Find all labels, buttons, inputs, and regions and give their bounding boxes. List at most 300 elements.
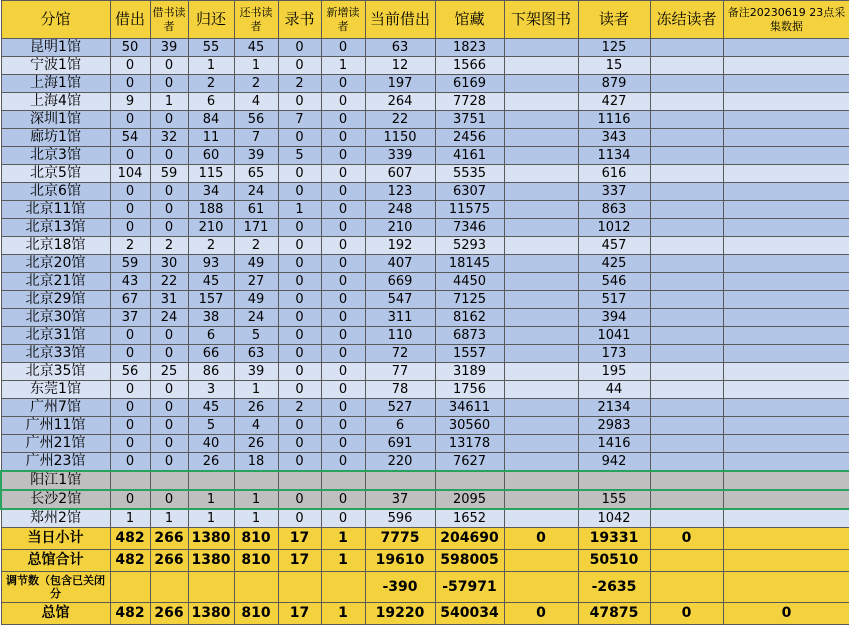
value-cell[interactable]: 56 <box>110 363 150 381</box>
value-cell[interactable] <box>278 471 321 490</box>
value-cell[interactable]: 6 <box>188 327 234 345</box>
value-cell[interactable]: 45 <box>188 399 234 417</box>
header-cell[interactable]: 当前借出 <box>365 1 435 39</box>
value-cell[interactable]: 343 <box>578 129 650 147</box>
value-cell[interactable]: 0 <box>278 490 321 509</box>
value-cell[interactable]: 0 <box>321 147 365 165</box>
branch-name-cell[interactable]: 深圳1馆 <box>1 111 110 129</box>
value-cell[interactable] <box>723 93 849 111</box>
value-cell[interactable] <box>723 327 849 345</box>
value-cell[interactable]: 37 <box>365 490 435 509</box>
header-cell[interactable]: 冻结读者 <box>650 1 723 39</box>
value-cell[interactable]: 1566 <box>435 57 504 75</box>
value-cell[interactable]: 2095 <box>435 490 504 509</box>
value-cell[interactable]: 863 <box>578 201 650 219</box>
header-cell[interactable]: 下架图书 <box>504 1 578 39</box>
total-value-cell[interactable] <box>723 572 849 603</box>
value-cell[interactable]: 0 <box>321 273 365 291</box>
value-cell[interactable]: 0 <box>150 435 188 453</box>
value-cell[interactable]: 0 <box>321 381 365 399</box>
value-cell[interactable]: 192 <box>365 237 435 255</box>
header-cell[interactable]: 馆藏 <box>435 1 504 39</box>
value-cell[interactable]: 4161 <box>435 147 504 165</box>
value-cell[interactable]: 0 <box>150 219 188 237</box>
value-cell[interactable]: 616 <box>578 165 650 183</box>
total-value-cell[interactable]: 17 <box>278 550 321 572</box>
value-cell[interactable]: 264 <box>365 93 435 111</box>
value-cell[interactable]: 30560 <box>435 417 504 435</box>
total-value-cell[interactable] <box>650 572 723 603</box>
value-cell[interactable]: 9 <box>110 93 150 111</box>
value-cell[interactable] <box>365 471 435 490</box>
total-value-cell[interactable]: 7775 <box>365 528 435 550</box>
value-cell[interactable]: 11 <box>188 129 234 147</box>
value-cell[interactable] <box>504 309 578 327</box>
value-cell[interactable] <box>723 183 849 201</box>
total-value-cell[interactable]: 810 <box>234 603 278 625</box>
value-cell[interactable]: 39 <box>234 363 278 381</box>
total-value-cell[interactable] <box>321 572 365 603</box>
branch-name-cell[interactable]: 北京5馆 <box>1 165 110 183</box>
total-value-cell[interactable]: 482 <box>110 550 150 572</box>
value-cell[interactable]: 0 <box>278 183 321 201</box>
value-cell[interactable]: 56 <box>234 111 278 129</box>
value-cell[interactable]: 311 <box>365 309 435 327</box>
total-value-cell[interactable] <box>150 572 188 603</box>
value-cell[interactable]: 7125 <box>435 291 504 309</box>
value-cell[interactable]: 26 <box>234 435 278 453</box>
value-cell[interactable]: 0 <box>321 453 365 472</box>
value-cell[interactable] <box>504 509 578 528</box>
value-cell[interactable]: 155 <box>578 490 650 509</box>
value-cell[interactable]: 2 <box>234 237 278 255</box>
value-cell[interactable]: 1 <box>188 57 234 75</box>
total-value-cell[interactable]: 17 <box>278 528 321 550</box>
value-cell[interactable]: 34611 <box>435 399 504 417</box>
value-cell[interactable]: 24 <box>234 309 278 327</box>
value-cell[interactable]: 1416 <box>578 435 650 453</box>
branch-name-cell[interactable]: 北京35馆 <box>1 363 110 381</box>
value-cell[interactable] <box>650 471 723 490</box>
value-cell[interactable]: 3189 <box>435 363 504 381</box>
value-cell[interactable]: 210 <box>365 219 435 237</box>
value-cell[interactable] <box>650 129 723 147</box>
total-value-cell[interactable] <box>278 572 321 603</box>
total-value-cell[interactable]: 19331 <box>578 528 650 550</box>
value-cell[interactable]: 5535 <box>435 165 504 183</box>
value-cell[interactable]: 0 <box>321 435 365 453</box>
value-cell[interactable]: 0 <box>278 273 321 291</box>
value-cell[interactable]: 30 <box>150 255 188 273</box>
total-value-cell[interactable]: 1380 <box>188 603 234 625</box>
total-value-cell[interactable] <box>723 528 849 550</box>
value-cell[interactable] <box>504 147 578 165</box>
value-cell[interactable] <box>504 165 578 183</box>
value-cell[interactable]: 60 <box>188 147 234 165</box>
branch-name-cell[interactable]: 昆明1馆 <box>1 39 110 57</box>
value-cell[interactable] <box>723 75 849 93</box>
value-cell[interactable]: 1823 <box>435 39 504 57</box>
total-value-cell[interactable] <box>234 572 278 603</box>
value-cell[interactable] <box>321 471 365 490</box>
value-cell[interactable]: 0 <box>321 327 365 345</box>
total-value-cell[interactable] <box>650 550 723 572</box>
branch-name-cell[interactable]: 东莞1馆 <box>1 381 110 399</box>
value-cell[interactable]: 1 <box>234 490 278 509</box>
value-cell[interactable]: 63 <box>234 345 278 363</box>
value-cell[interactable] <box>578 471 650 490</box>
value-cell[interactable]: 0 <box>110 57 150 75</box>
value-cell[interactable] <box>150 471 188 490</box>
value-cell[interactable]: 0 <box>150 201 188 219</box>
value-cell[interactable] <box>650 381 723 399</box>
value-cell[interactable]: 59 <box>110 255 150 273</box>
value-cell[interactable]: 7627 <box>435 453 504 472</box>
total-label-cell[interactable]: 总馆 <box>1 603 110 625</box>
value-cell[interactable]: 0 <box>321 219 365 237</box>
value-cell[interactable] <box>504 291 578 309</box>
value-cell[interactable]: 1041 <box>578 327 650 345</box>
header-cell[interactable]: 录书 <box>278 1 321 39</box>
value-cell[interactable]: 0 <box>321 75 365 93</box>
value-cell[interactable]: 45 <box>234 39 278 57</box>
total-value-cell[interactable]: 810 <box>234 550 278 572</box>
value-cell[interactable] <box>650 327 723 345</box>
value-cell[interactable] <box>723 201 849 219</box>
value-cell[interactable]: 0 <box>321 201 365 219</box>
value-cell[interactable]: 407 <box>365 255 435 273</box>
value-cell[interactable]: 0 <box>278 363 321 381</box>
value-cell[interactable] <box>723 417 849 435</box>
value-cell[interactable]: 67 <box>110 291 150 309</box>
value-cell[interactable]: 0 <box>321 399 365 417</box>
value-cell[interactable]: 691 <box>365 435 435 453</box>
value-cell[interactable] <box>650 363 723 381</box>
total-value-cell[interactable]: 0 <box>723 603 849 625</box>
value-cell[interactable] <box>723 237 849 255</box>
value-cell[interactable]: 5 <box>278 147 321 165</box>
value-cell[interactable]: 7 <box>234 129 278 147</box>
value-cell[interactable]: 3751 <box>435 111 504 129</box>
value-cell[interactable] <box>723 147 849 165</box>
value-cell[interactable]: 1 <box>188 490 234 509</box>
value-cell[interactable]: 1116 <box>578 111 650 129</box>
value-cell[interactable]: 3 <box>188 381 234 399</box>
value-cell[interactable] <box>723 453 849 472</box>
value-cell[interactable]: 6873 <box>435 327 504 345</box>
value-cell[interactable] <box>650 453 723 472</box>
value-cell[interactable] <box>723 490 849 509</box>
value-cell[interactable]: 39 <box>234 147 278 165</box>
total-value-cell[interactable]: 1380 <box>188 528 234 550</box>
value-cell[interactable] <box>234 471 278 490</box>
value-cell[interactable]: 0 <box>278 219 321 237</box>
value-cell[interactable]: 65 <box>234 165 278 183</box>
total-label-cell[interactable]: 调节数（包含已关闭分 <box>1 572 110 603</box>
value-cell[interactable]: 86 <box>188 363 234 381</box>
value-cell[interactable]: 2 <box>234 75 278 93</box>
value-cell[interactable]: 0 <box>278 417 321 435</box>
value-cell[interactable]: 5 <box>188 417 234 435</box>
value-cell[interactable]: 0 <box>321 490 365 509</box>
branch-name-cell[interactable]: 长沙2馆 <box>1 490 110 509</box>
value-cell[interactable]: 337 <box>578 183 650 201</box>
value-cell[interactable]: 248 <box>365 201 435 219</box>
total-value-cell[interactable]: 0 <box>504 603 578 625</box>
value-cell[interactable]: 1 <box>110 509 150 528</box>
value-cell[interactable] <box>504 75 578 93</box>
total-value-cell[interactable]: 17 <box>278 603 321 625</box>
value-cell[interactable]: 546 <box>578 273 650 291</box>
value-cell[interactable]: 34 <box>188 183 234 201</box>
branch-name-cell[interactable]: 北京20馆 <box>1 255 110 273</box>
value-cell[interactable]: 1134 <box>578 147 650 165</box>
value-cell[interactable]: 7728 <box>435 93 504 111</box>
value-cell[interactable] <box>723 345 849 363</box>
branch-name-cell[interactable]: 上海1馆 <box>1 75 110 93</box>
value-cell[interactable] <box>435 471 504 490</box>
value-cell[interactable]: 1042 <box>578 509 650 528</box>
value-cell[interactable]: 0 <box>150 417 188 435</box>
value-cell[interactable]: 0 <box>321 309 365 327</box>
branch-name-cell[interactable]: 北京21馆 <box>1 273 110 291</box>
total-value-cell[interactable] <box>504 572 578 603</box>
value-cell[interactable]: 0 <box>321 237 365 255</box>
value-cell[interactable]: 0 <box>321 509 365 528</box>
value-cell[interactable]: 527 <box>365 399 435 417</box>
total-value-cell[interactable]: 19610 <box>365 550 435 572</box>
value-cell[interactable]: 0 <box>150 147 188 165</box>
value-cell[interactable]: 0 <box>110 399 150 417</box>
value-cell[interactable]: 0 <box>110 417 150 435</box>
value-cell[interactable] <box>504 129 578 147</box>
value-cell[interactable] <box>504 417 578 435</box>
value-cell[interactable] <box>504 399 578 417</box>
value-cell[interactable]: 1012 <box>578 219 650 237</box>
value-cell[interactable]: 104 <box>110 165 150 183</box>
value-cell[interactable]: 394 <box>578 309 650 327</box>
value-cell[interactable]: 0 <box>278 345 321 363</box>
total-value-cell[interactable]: 540034 <box>435 603 504 625</box>
value-cell[interactable]: 0 <box>278 237 321 255</box>
value-cell[interactable]: 37 <box>110 309 150 327</box>
branch-name-cell[interactable]: 北京30馆 <box>1 309 110 327</box>
value-cell[interactable] <box>650 291 723 309</box>
value-cell[interactable]: 0 <box>278 327 321 345</box>
value-cell[interactable]: 0 <box>278 453 321 472</box>
value-cell[interactable] <box>723 509 849 528</box>
header-cell[interactable]: 借书读者 <box>150 1 188 39</box>
value-cell[interactable]: 0 <box>150 327 188 345</box>
value-cell[interactable] <box>110 471 150 490</box>
total-value-cell[interactable]: 482 <box>110 603 150 625</box>
total-value-cell[interactable]: 0 <box>650 528 723 550</box>
value-cell[interactable]: 4 <box>234 417 278 435</box>
value-cell[interactable] <box>650 309 723 327</box>
value-cell[interactable]: 0 <box>150 381 188 399</box>
value-cell[interactable]: 32 <box>150 129 188 147</box>
header-cell[interactable]: 还书读者 <box>234 1 278 39</box>
value-cell[interactable]: 0 <box>278 165 321 183</box>
value-cell[interactable] <box>504 93 578 111</box>
value-cell[interactable]: 2134 <box>578 399 650 417</box>
value-cell[interactable]: 0 <box>321 165 365 183</box>
branch-name-cell[interactable]: 阳江1馆 <box>1 471 110 490</box>
value-cell[interactable]: 197 <box>365 75 435 93</box>
value-cell[interactable]: 0 <box>110 327 150 345</box>
value-cell[interactable]: 0 <box>150 75 188 93</box>
value-cell[interactable]: 61 <box>234 201 278 219</box>
value-cell[interactable]: 0 <box>321 255 365 273</box>
header-cell[interactable]: 借出 <box>110 1 150 39</box>
value-cell[interactable]: 0 <box>110 345 150 363</box>
value-cell[interactable]: 879 <box>578 75 650 93</box>
value-cell[interactable]: 2 <box>278 75 321 93</box>
value-cell[interactable]: 0 <box>110 453 150 472</box>
value-cell[interactable]: 0 <box>110 183 150 201</box>
total-value-cell[interactable]: 1 <box>321 550 365 572</box>
value-cell[interactable] <box>650 417 723 435</box>
total-value-cell[interactable]: 482 <box>110 528 150 550</box>
value-cell[interactable]: 173 <box>578 345 650 363</box>
value-cell[interactable] <box>650 399 723 417</box>
value-cell[interactable]: 1 <box>188 509 234 528</box>
value-cell[interactable]: 0 <box>150 111 188 129</box>
value-cell[interactable]: 4450 <box>435 273 504 291</box>
value-cell[interactable]: 7 <box>278 111 321 129</box>
total-value-cell[interactable]: -390 <box>365 572 435 603</box>
value-cell[interactable] <box>504 39 578 57</box>
value-cell[interactable] <box>504 57 578 75</box>
value-cell[interactable]: 78 <box>365 381 435 399</box>
value-cell[interactable]: 26 <box>188 453 234 472</box>
value-cell[interactable] <box>723 57 849 75</box>
value-cell[interactable]: 0 <box>278 381 321 399</box>
value-cell[interactable]: 0 <box>150 57 188 75</box>
value-cell[interactable] <box>504 453 578 472</box>
value-cell[interactable] <box>650 345 723 363</box>
value-cell[interactable]: 596 <box>365 509 435 528</box>
value-cell[interactable]: 427 <box>578 93 650 111</box>
value-cell[interactable] <box>650 111 723 129</box>
total-value-cell[interactable]: 1 <box>321 603 365 625</box>
header-cell[interactable]: 备注20230619 23点采集数据 <box>723 1 849 39</box>
branch-name-cell[interactable]: 北京6馆 <box>1 183 110 201</box>
value-cell[interactable]: 195 <box>578 363 650 381</box>
total-value-cell[interactable]: 266 <box>150 603 188 625</box>
value-cell[interactable] <box>723 39 849 57</box>
value-cell[interactable]: 0 <box>110 490 150 509</box>
value-cell[interactable]: 0 <box>278 57 321 75</box>
branch-name-cell[interactable]: 北京18馆 <box>1 237 110 255</box>
value-cell[interactable]: 77 <box>365 363 435 381</box>
branch-name-cell[interactable]: 北京11馆 <box>1 201 110 219</box>
value-cell[interactable]: 66 <box>188 345 234 363</box>
total-value-cell[interactable]: -2635 <box>578 572 650 603</box>
value-cell[interactable] <box>650 435 723 453</box>
value-cell[interactable] <box>504 183 578 201</box>
total-value-cell[interactable] <box>504 550 578 572</box>
value-cell[interactable]: 0 <box>278 93 321 111</box>
value-cell[interactable] <box>504 111 578 129</box>
value-cell[interactable]: 0 <box>321 417 365 435</box>
value-cell[interactable]: 5293 <box>435 237 504 255</box>
value-cell[interactable]: 1 <box>150 93 188 111</box>
value-cell[interactable]: 49 <box>234 255 278 273</box>
value-cell[interactable]: 6307 <box>435 183 504 201</box>
value-cell[interactable]: 1 <box>234 509 278 528</box>
value-cell[interactable]: 425 <box>578 255 650 273</box>
total-value-cell[interactable] <box>110 572 150 603</box>
value-cell[interactable]: 12 <box>365 57 435 75</box>
total-label-cell[interactable]: 总馆合计 <box>1 550 110 572</box>
value-cell[interactable]: 11575 <box>435 201 504 219</box>
value-cell[interactable]: 6 <box>188 93 234 111</box>
header-cell[interactable]: 分馆 <box>1 1 110 39</box>
value-cell[interactable] <box>723 291 849 309</box>
value-cell[interactable]: 2456 <box>435 129 504 147</box>
total-value-cell[interactable]: 50510 <box>578 550 650 572</box>
value-cell[interactable] <box>504 327 578 345</box>
value-cell[interactable]: 54 <box>110 129 150 147</box>
value-cell[interactable] <box>504 345 578 363</box>
value-cell[interactable]: 157 <box>188 291 234 309</box>
total-value-cell[interactable]: 19220 <box>365 603 435 625</box>
value-cell[interactable]: 0 <box>110 201 150 219</box>
value-cell[interactable]: 0 <box>321 345 365 363</box>
value-cell[interactable] <box>723 399 849 417</box>
value-cell[interactable]: 6 <box>365 417 435 435</box>
value-cell[interactable] <box>723 255 849 273</box>
value-cell[interactable]: 0 <box>321 183 365 201</box>
value-cell[interactable]: 2 <box>188 237 234 255</box>
value-cell[interactable]: 220 <box>365 453 435 472</box>
value-cell[interactable]: 0 <box>321 291 365 309</box>
value-cell[interactable]: 27 <box>234 273 278 291</box>
value-cell[interactable]: 0 <box>321 129 365 147</box>
branch-name-cell[interactable]: 北京3馆 <box>1 147 110 165</box>
value-cell[interactable] <box>504 237 578 255</box>
total-value-cell[interactable]: 204690 <box>435 528 504 550</box>
value-cell[interactable]: 339 <box>365 147 435 165</box>
value-cell[interactable] <box>723 471 849 490</box>
value-cell[interactable]: 0 <box>150 399 188 417</box>
value-cell[interactable] <box>504 435 578 453</box>
header-cell[interactable]: 读者 <box>578 1 650 39</box>
value-cell[interactable]: 93 <box>188 255 234 273</box>
value-cell[interactable] <box>650 219 723 237</box>
total-value-cell[interactable] <box>723 550 849 572</box>
value-cell[interactable]: 49 <box>234 291 278 309</box>
value-cell[interactable] <box>650 75 723 93</box>
value-cell[interactable]: 22 <box>150 273 188 291</box>
value-cell[interactable] <box>650 490 723 509</box>
branch-name-cell[interactable]: 广州11馆 <box>1 417 110 435</box>
value-cell[interactable] <box>650 93 723 111</box>
branch-name-cell[interactable]: 北京13馆 <box>1 219 110 237</box>
value-cell[interactable] <box>650 201 723 219</box>
value-cell[interactable]: 40 <box>188 435 234 453</box>
value-cell[interactable] <box>504 471 578 490</box>
value-cell[interactable] <box>723 309 849 327</box>
value-cell[interactable]: 517 <box>578 291 650 309</box>
value-cell[interactable]: 55 <box>188 39 234 57</box>
value-cell[interactable]: 43 <box>110 273 150 291</box>
value-cell[interactable]: 31 <box>150 291 188 309</box>
value-cell[interactable] <box>650 255 723 273</box>
value-cell[interactable]: 607 <box>365 165 435 183</box>
value-cell[interactable]: 50 <box>110 39 150 57</box>
